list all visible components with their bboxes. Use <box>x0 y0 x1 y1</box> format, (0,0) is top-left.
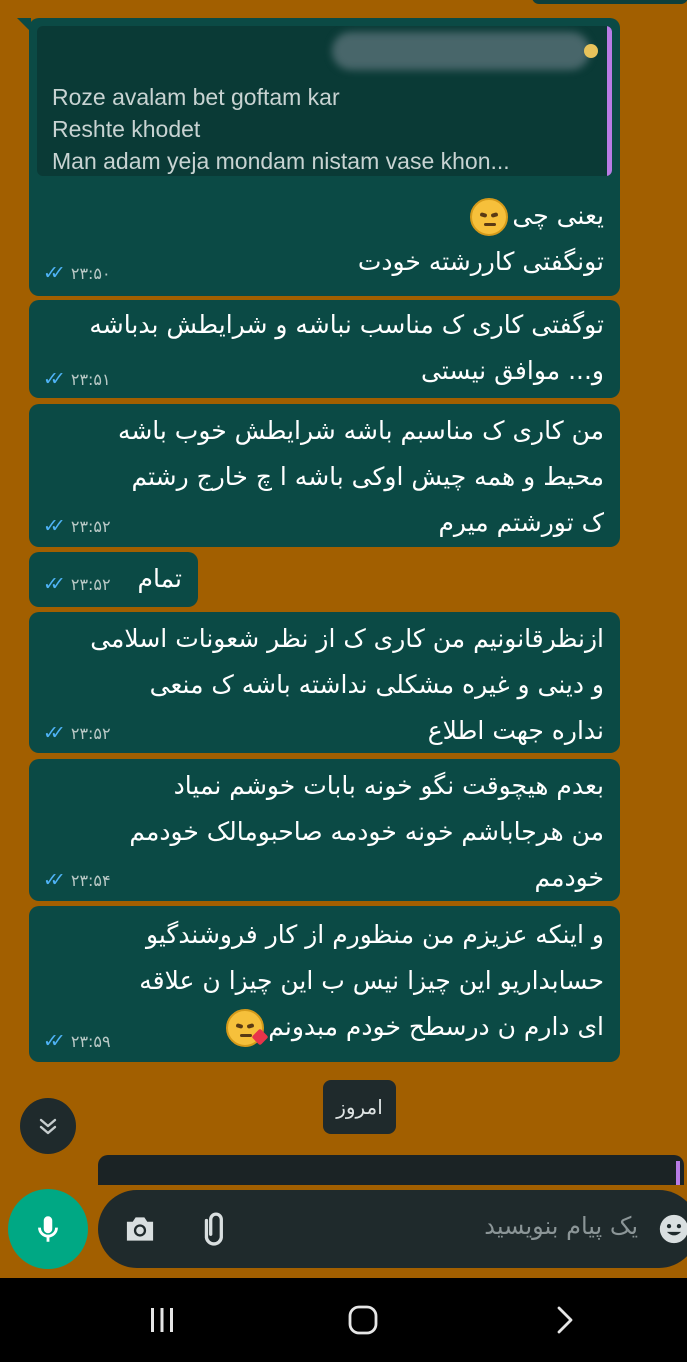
message-text <box>118 408 604 546</box>
message-text <box>137 556 182 602</box>
message-line: ک تورشتم میرم <box>438 508 604 537</box>
message-bubble[interactable] <box>29 906 620 1062</box>
message-line: و اینکه عزیزم من منظورم از کار فروشندگیو <box>145 920 604 949</box>
message-meta <box>43 1030 111 1052</box>
message-bubble[interactable] <box>29 612 620 753</box>
previous-message-stub <box>532 0 687 4</box>
double-check-icon: ✓✓ <box>43 1030 57 1052</box>
back-button[interactable] <box>543 1298 587 1342</box>
message-input-bar[interactable] <box>98 1190 687 1268</box>
chevron-right-icon <box>554 1305 576 1335</box>
attach-button[interactable] <box>194 1209 238 1249</box>
message-line: تمام <box>137 564 182 593</box>
double-check-icon: ✓✓ <box>43 368 57 390</box>
quote-bar <box>607 26 612 176</box>
quoted-message[interactable] <box>37 26 612 176</box>
camera-icon <box>122 1213 158 1245</box>
emoji-icon <box>657 1212 687 1246</box>
message-line: من کاری ک مناسبم باشه شرایطش خوب باشه <box>117 416 604 445</box>
message-line: و دینی و غیره مشکلی نداشته باشه ک منعی <box>149 670 604 699</box>
quote-line: Roze avalam bet goftam kar <box>52 84 340 110</box>
home-button[interactable] <box>341 1298 385 1342</box>
kissing-face-icon <box>226 1009 264 1047</box>
message-meta <box>43 368 111 390</box>
message-meta <box>43 573 111 595</box>
message-meta <box>43 869 111 891</box>
double-check-icon: ✓✓ <box>43 869 57 891</box>
message-line: تونگفتی کاررشته خودت <box>357 247 604 276</box>
message-meta <box>43 722 111 744</box>
message-time: ۲۳:۵۲ <box>70 516 111 536</box>
next-message-stub <box>98 1155 684 1185</box>
message-time: ۲۳:۵۱ <box>70 369 111 389</box>
date-chip: امروز <box>323 1080 396 1134</box>
message-meta <box>43 515 111 537</box>
message-line: محیط و همه چیش اوکی باشه ا چ خارج رشتم <box>131 462 604 491</box>
scroll-to-bottom-button[interactable] <box>20 1098 76 1154</box>
recent-apps-button[interactable] <box>140 1298 184 1342</box>
message-line: بعدم هیچوقت نگو خونه بابات خوشم نمیاد <box>173 771 604 800</box>
blurred-sender-name <box>332 32 590 70</box>
message-text <box>139 912 604 1050</box>
message-line: نداره جهت اطلاع <box>427 716 604 745</box>
quote-line: Man adam yeja mondam nistam vase khon... <box>52 148 510 174</box>
message-meta <box>43 262 111 284</box>
message-line: و... موافق نیستی <box>420 356 604 385</box>
message-bubble[interactable] <box>29 18 620 296</box>
message-time: ۲۳:۵۹ <box>70 1031 111 1051</box>
double-check-icon: ✓✓ <box>43 515 57 537</box>
double-chevron-down-icon <box>36 1114 60 1138</box>
message-line: خودمم <box>534 863 604 892</box>
quote-line: Reshte khodet <box>52 116 201 142</box>
message-line: من هرجاباشم خونه خودمه صاحبومالک خودمم <box>129 817 604 846</box>
message-time: ۲۳:۵۰ <box>70 263 111 283</box>
home-icon <box>348 1305 378 1335</box>
message-text <box>89 302 604 394</box>
message-time: ۲۳:۵۴ <box>70 870 111 890</box>
message-line: ازنظرقانونیم من کاری ک از نظر شعونات اسلامی <box>90 624 604 653</box>
double-check-icon: ✓✓ <box>43 573 57 595</box>
message-text <box>358 193 604 285</box>
camera-button[interactable] <box>118 1209 162 1249</box>
message-time: ۲۳:۵۲ <box>70 574 111 594</box>
unamused-face-icon <box>470 198 508 236</box>
message-input[interactable]: یک پیام بنویسید <box>484 1212 638 1240</box>
message-line: ای دارم ن درسطح خودم مبدونم <box>268 1012 604 1041</box>
moon-icon <box>584 44 598 58</box>
message-text <box>129 763 604 901</box>
recent-apps-icon <box>148 1307 176 1333</box>
message-line: یعنی چی <box>512 201 604 230</box>
message-bubble[interactable] <box>29 759 620 901</box>
message-bubble[interactable] <box>29 300 620 398</box>
double-check-icon: ✓✓ <box>43 262 57 284</box>
message-line: توگفتی کاری ک مناسب نباشه و شرایطش بدباشه <box>89 310 604 339</box>
message-time: ۲۳:۵۲ <box>70 723 111 743</box>
microphone-button[interactable] <box>8 1189 88 1269</box>
message-line: حسابداریو این چیزا نیس ب این چیزا ن علاقه <box>139 966 604 995</box>
system-navigation-bar <box>0 1278 687 1362</box>
quote-bar <box>676 1161 680 1185</box>
paperclip-icon <box>198 1211 234 1247</box>
message-text <box>90 616 604 754</box>
message-bubble[interactable] <box>29 404 620 547</box>
emoji-button[interactable] <box>654 1209 687 1249</box>
microphone-icon <box>31 1212 65 1246</box>
double-check-icon: ✓✓ <box>43 722 57 744</box>
message-bubble[interactable] <box>29 552 198 607</box>
